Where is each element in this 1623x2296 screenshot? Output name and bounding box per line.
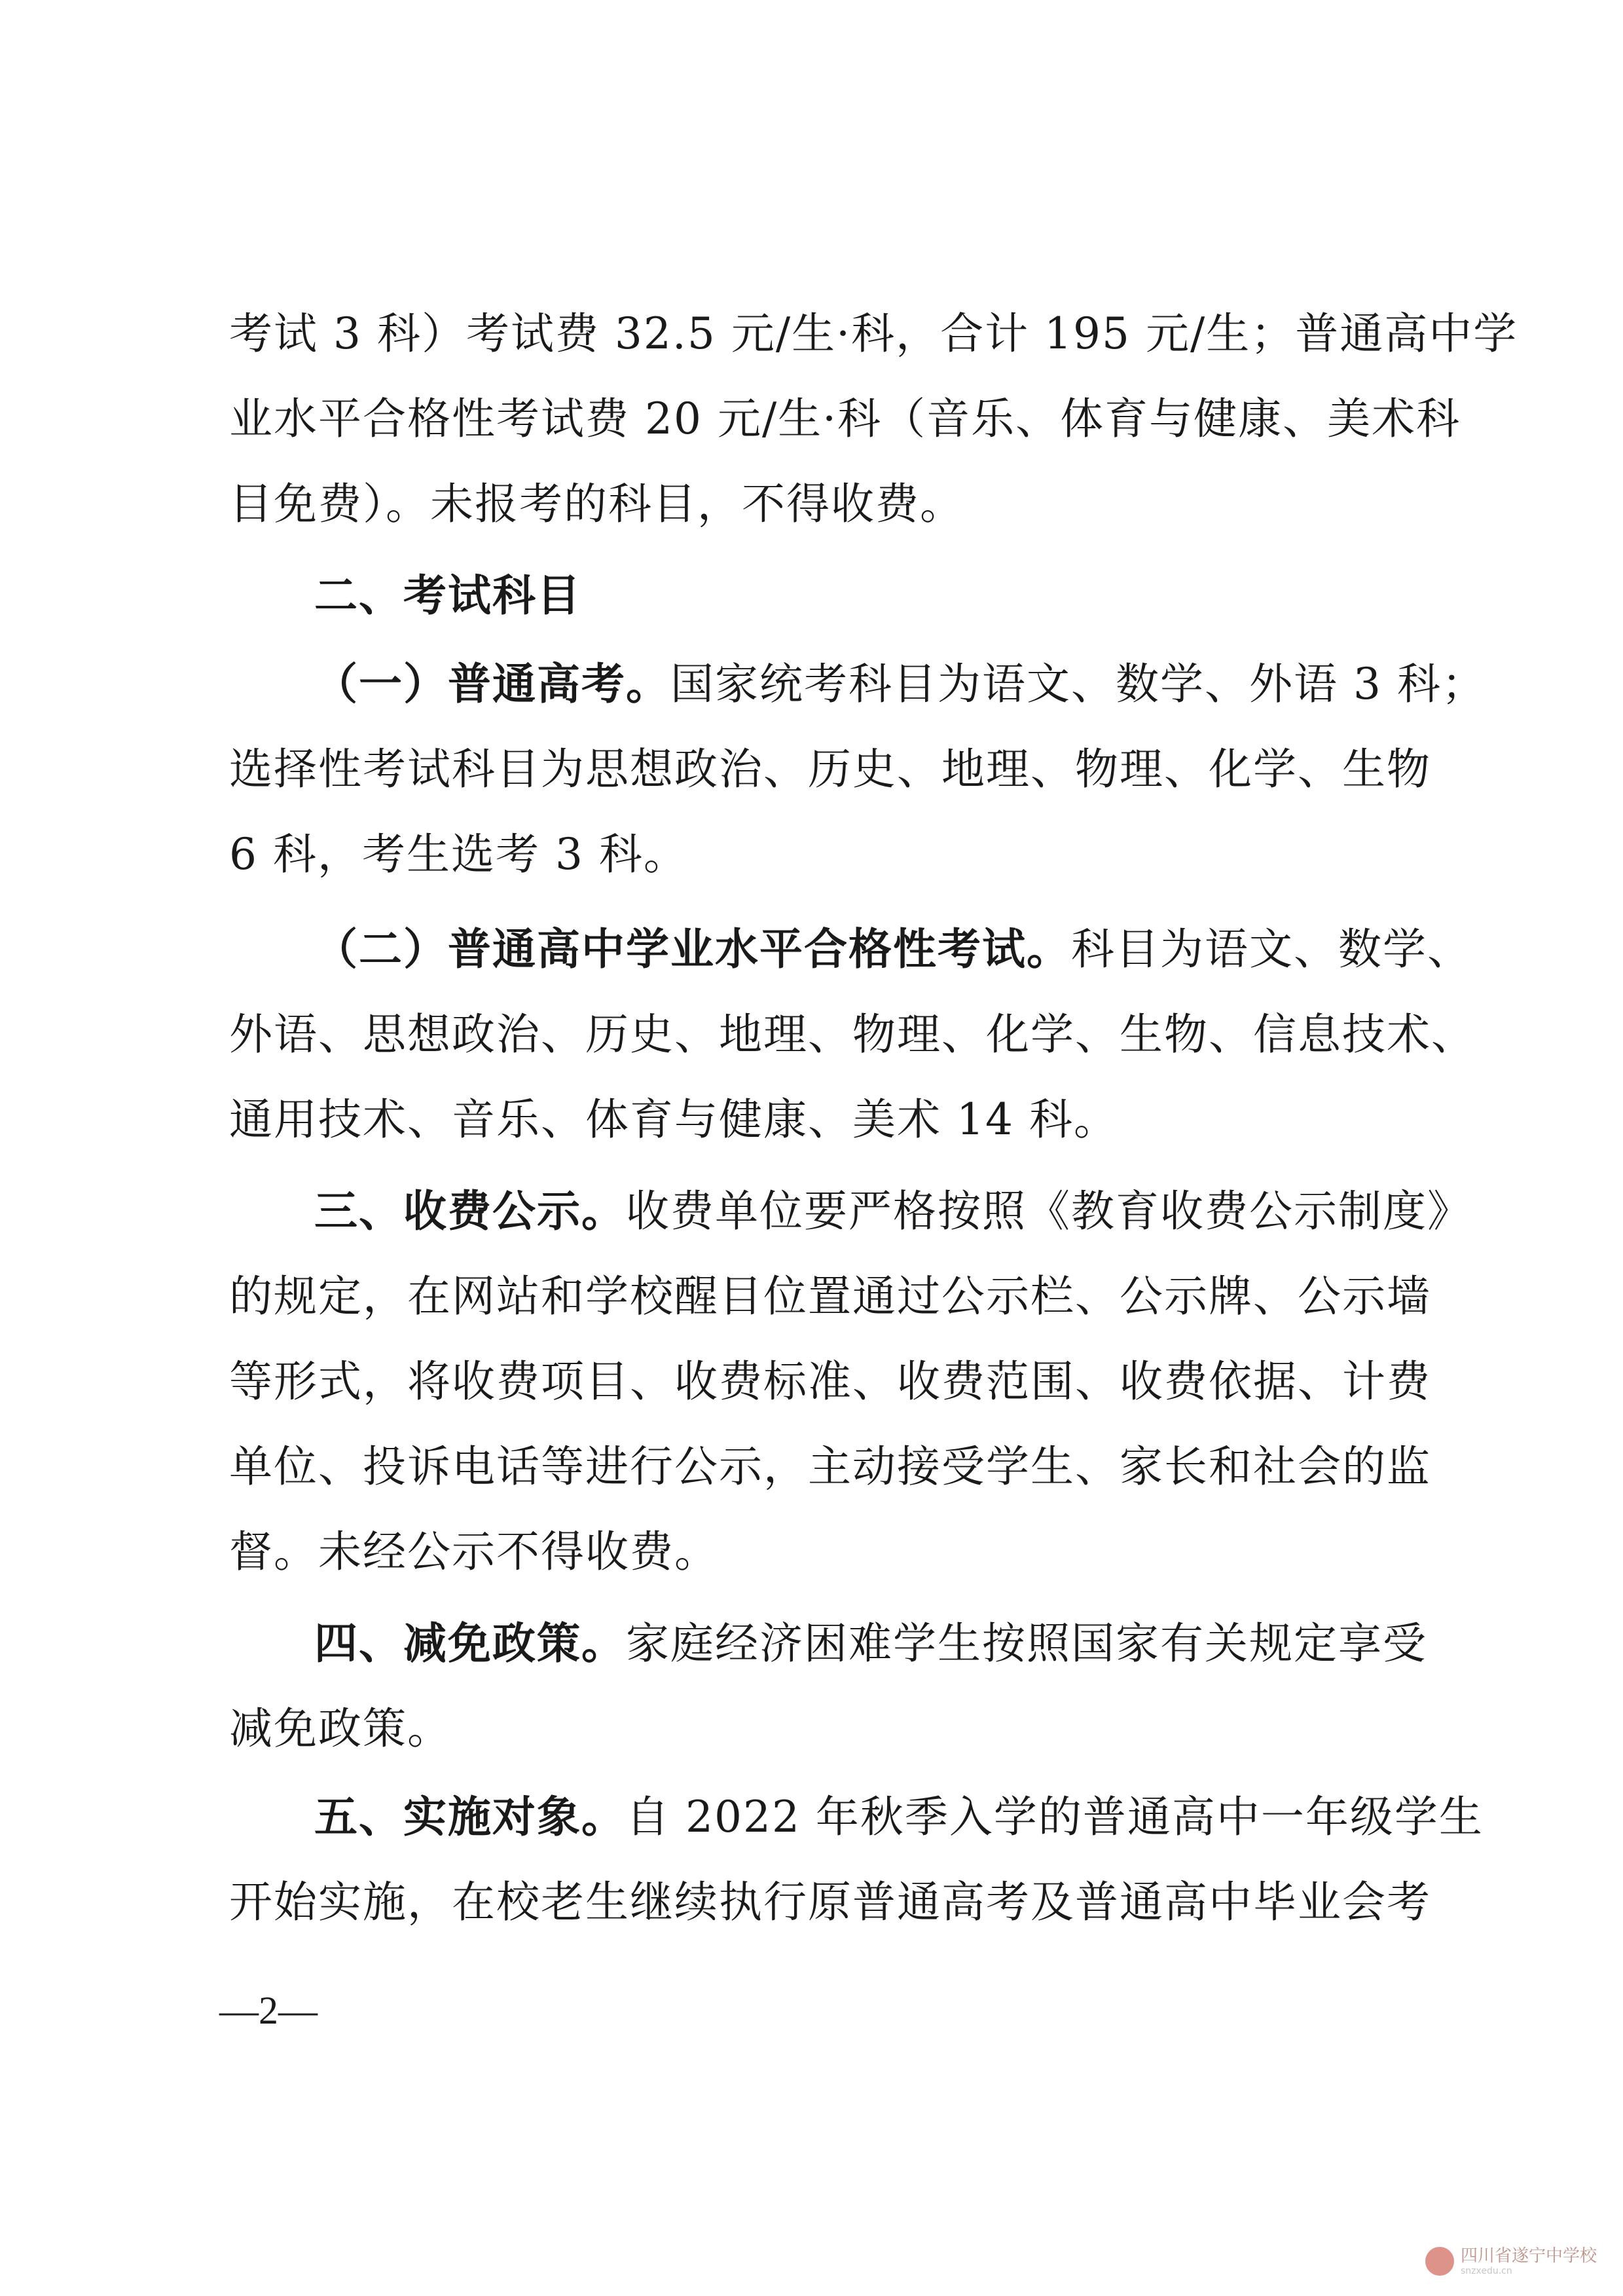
text-line: 外语、思想政治、历史、地理、物理、化学、生物、信息技术、 [229,1009,1476,1060]
section-heading: 二、考试科目 [314,570,581,621]
paragraph-text: 收费单位要严格按照《教育收费公示制度》 [626,1186,1472,1236]
paragraph-text: 国家统考科目为语文、数学、外语 3 科； [670,659,1486,709]
subsection-heading: （一）普通高考。 [314,659,670,709]
text-line: 6 科，考生选考 3 科。 [229,829,688,880]
paragraph-line [314,1791,1484,1843]
paragraph-line [314,1185,1472,1238]
text-line: 考试 3 科）考试费 32.5 元/生·科，合计 195 元/生；普通高中学 [229,308,1518,359]
subsection-heading: （二）普通高中学业水平合格性考试。 [314,924,1071,974]
text-line: 等形式，将收费项目、收费标准、收费范围、收费依据、计费 [229,1356,1431,1407]
watermark [1425,2246,1597,2276]
paragraph-line [314,658,1486,711]
watermark-subtext: snzxedu.cn [1460,2266,1512,2276]
watermark-text: 四川省遂宁中学校 [1460,2246,1597,2266]
section-heading: 四、减免政策。 [314,1618,626,1669]
section-heading: 五、实施对象。 [314,1792,626,1842]
text-line: 开始实施，在校老生继续执行原普通高考及普通高中毕业会考 [229,1877,1431,1927]
text-line: 的规定，在网站和学校醒目位置通过公示栏、公示牌、公示墙 [229,1271,1431,1322]
page-number: —2— [219,1989,318,2032]
text-line: 选择性考试科目为思想政治、历史、地理、物理、化学、生物 [229,744,1431,794]
school-logo-icon [1425,2247,1454,2276]
section-heading: 三、收费公示。 [314,1186,626,1236]
paragraph-text: 家庭经济困难学生按照国家有关规定享受 [626,1618,1427,1669]
text-line: 目免费）。未报考的科目，不得收费。 [229,479,964,529]
paragraph-line [314,1618,1427,1670]
paragraph-text: 自 2022 年秋季入学的普通高中一年级学生 [626,1792,1484,1842]
text-line: 单位、投诉电话等进行公示，主动接受学生、家长和社会的监 [229,1441,1431,1492]
text-line: 通用技术、音乐、体育与健康、美术 14 科。 [229,1094,1118,1145]
paragraph-text: 科目为语文、数学、 [1071,924,1472,974]
text-line: 减免政策。 [229,1703,452,1754]
text-line: 业水平合格性考试费 20 元/生·科（音乐、体育与健康、美术科 [229,394,1461,444]
paragraph-line [314,923,1472,976]
text-line: 督。未经公示不得收费。 [229,1527,719,1577]
